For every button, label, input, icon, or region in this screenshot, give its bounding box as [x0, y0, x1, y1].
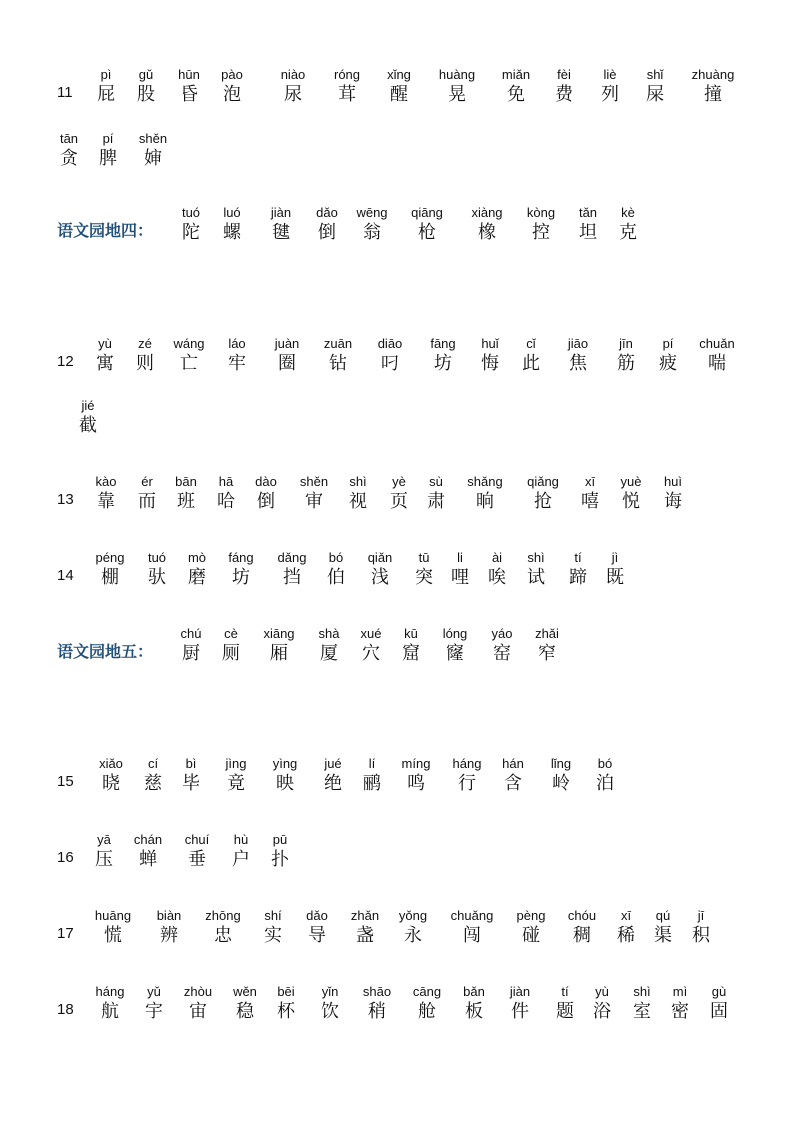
hanzi: 盏 [356, 925, 374, 946]
hanzi: 亡 [180, 353, 198, 374]
pinyin: jié [81, 398, 95, 413]
pinyin: shí [264, 908, 282, 923]
lesson-number: 11 [57, 84, 73, 101]
pinyin: zé [138, 336, 152, 351]
hanzi: 鸣 [407, 773, 425, 794]
hanzi: 贪 [60, 148, 78, 169]
hanzi: 昏 [180, 84, 198, 105]
pinyin: hù [233, 832, 249, 847]
pinyin: jué [324, 756, 342, 771]
hanzi: 免 [507, 84, 525, 105]
hanzi: 棚 [101, 567, 119, 588]
hanzi: 费 [555, 84, 573, 105]
pinyin: dǎng [277, 550, 307, 565]
pinyin: shì [349, 474, 367, 489]
word-cell [575, 755, 635, 795]
pinyin: háng [95, 984, 125, 999]
lesson-row [0, 755, 794, 799]
pinyin: wēng [356, 205, 388, 220]
lesson-number: 13 [57, 491, 74, 508]
pinyin: yǔ [147, 984, 161, 999]
pinyin: ér [141, 474, 153, 489]
hanzi: 悦 [622, 491, 640, 512]
pinyin: fèi [557, 67, 571, 82]
word-cell [427, 66, 487, 106]
hanzi: 扑 [271, 849, 289, 870]
hanzi: 嘻 [581, 491, 599, 512]
pinyin: shāo [362, 984, 392, 999]
hanzi: 列 [601, 84, 619, 105]
word-cell [585, 549, 645, 589]
hanzi: 翁 [363, 222, 381, 243]
hanzi: 户 [232, 849, 250, 870]
pinyin: kòng [526, 205, 556, 220]
word-cell [683, 66, 743, 106]
hanzi: 圈 [278, 353, 296, 374]
hanzi: 页 [390, 491, 408, 512]
hanzi: 班 [177, 491, 195, 512]
hanzi: 稍 [368, 1001, 386, 1022]
pinyin: li [457, 550, 463, 565]
section-heading: 语文园地四： [57, 221, 154, 240]
pinyin: shěn [138, 131, 168, 146]
pinyin: lóng [442, 626, 468, 641]
pinyin: qiāng [411, 205, 443, 220]
hanzi: 厦 [320, 643, 338, 664]
hanzi: 浅 [371, 567, 389, 588]
hanzi: 牢 [228, 353, 246, 374]
section-heading: 语文园地五： [57, 642, 154, 661]
hanzi: 密 [671, 1001, 689, 1022]
hanzi: 坦 [579, 222, 597, 243]
hanzi: 闯 [463, 925, 481, 946]
hanzi: 茸 [338, 84, 356, 105]
hanzi: 坊 [232, 567, 250, 588]
pinyin: tí [574, 550, 582, 565]
hanzi: 既 [606, 567, 624, 588]
lesson-row [0, 983, 794, 1027]
hanzi: 克 [619, 222, 637, 243]
hanzi: 晃 [448, 84, 466, 105]
hanzi: 截 [79, 415, 97, 436]
word-cell [687, 335, 747, 375]
hanzi: 鹂 [363, 773, 381, 794]
pinyin: hán [502, 756, 524, 771]
hanzi: 稀 [617, 925, 635, 946]
hanzi: 悔 [481, 353, 499, 374]
pinyin: tū [418, 550, 430, 565]
pinyin: tuó [147, 550, 167, 565]
hanzi: 晌 [476, 491, 494, 512]
pinyin: pì [100, 67, 112, 82]
hanzi: 陀 [182, 222, 200, 243]
pinyin: xī [620, 908, 632, 923]
pinyin: yáo [491, 626, 513, 641]
word-cell [369, 66, 429, 106]
lesson-number: 15 [57, 773, 74, 790]
pinyin: yuè [620, 474, 642, 489]
hanzi: 股 [137, 84, 155, 105]
word-cell [139, 907, 199, 947]
pinyin: pèng [516, 908, 546, 923]
hanzi: 窄 [538, 643, 556, 664]
hanzi: 实 [264, 925, 282, 946]
pinyin: ài [491, 550, 503, 565]
hanzi: 厢 [270, 643, 288, 664]
hanzi: 突 [415, 567, 433, 588]
pinyin: míng [401, 756, 431, 771]
pinyin: pào [221, 67, 243, 82]
hanzi: 慈 [144, 773, 162, 794]
pinyin: fáng [228, 550, 254, 565]
hanzi: 屁 [97, 84, 115, 105]
pinyin: luó [223, 205, 241, 220]
lesson-number: 12 [57, 353, 74, 370]
word-cell [517, 625, 577, 665]
pinyin: huì [663, 474, 683, 489]
pinyin: yǒng [398, 908, 428, 923]
hanzi: 挡 [283, 567, 301, 588]
pinyin: jī [697, 908, 705, 923]
pinyin: chán [133, 832, 163, 847]
pinyin: zhòu [183, 984, 213, 999]
hanzi: 屎 [646, 84, 664, 105]
pinyin: cāng [412, 984, 442, 999]
hanzi: 毽 [272, 222, 290, 243]
pinyin: gù [711, 984, 727, 999]
hanzi: 稠 [573, 925, 591, 946]
pinyin: bì [185, 756, 197, 771]
lesson-row [0, 831, 794, 875]
pinyin: qiǎng [527, 474, 559, 489]
hanzi: 哩 [451, 567, 469, 588]
hanzi: 浴 [593, 1001, 611, 1022]
hanzi: 窑 [493, 643, 511, 664]
pinyin: láo [228, 336, 246, 351]
hanzi: 喘 [708, 353, 726, 374]
hanzi: 哈 [217, 491, 235, 512]
pinyin: diāo [377, 336, 403, 351]
hanzi: 叼 [381, 353, 399, 374]
hanzi: 稳 [236, 1001, 254, 1022]
pinyin: tí [561, 984, 569, 999]
pinyin: lí [368, 756, 376, 771]
hanzi: 焦 [569, 353, 587, 374]
pinyin: chóu [567, 908, 597, 923]
hanzi: 枪 [418, 222, 436, 243]
hanzi: 厕 [222, 643, 240, 664]
pinyin: kào [95, 474, 117, 489]
hanzi: 则 [136, 353, 154, 374]
pinyin: chuǎng [450, 908, 494, 923]
pinyin: róng [333, 67, 361, 82]
pinyin: cí [147, 756, 159, 771]
pinyin: zuān [323, 336, 353, 351]
pinyin: tuó [181, 205, 201, 220]
hanzi: 板 [465, 1001, 483, 1022]
word-cell [689, 983, 749, 1023]
hanzi: 竟 [227, 773, 245, 794]
hanzi: 视 [349, 491, 367, 512]
pinyin: kū [404, 626, 418, 641]
hanzi: 尿 [284, 84, 302, 105]
word-cell [308, 335, 368, 375]
hanzi: 碰 [522, 925, 540, 946]
hanzi: 钻 [329, 353, 347, 374]
word-cell [263, 66, 323, 106]
hanzi: 试 [527, 567, 545, 588]
pinyin: xǐng [387, 67, 411, 82]
pinyin: mì [672, 984, 688, 999]
hanzi: 件 [511, 1001, 529, 1022]
section-row [0, 625, 794, 669]
pinyin: zhǎn [350, 908, 380, 923]
pinyin: xiǎo [99, 756, 123, 771]
hanzi: 岭 [552, 773, 570, 794]
pinyin: jìng [225, 756, 247, 771]
lesson-row [0, 335, 794, 379]
pinyin: wěn [233, 984, 257, 999]
pinyin: wáng [173, 336, 205, 351]
pinyin: lǐng [550, 756, 572, 771]
pinyin: chú [180, 626, 202, 641]
pinyin: pū [272, 832, 288, 847]
word-cell [360, 335, 420, 375]
word-cell [383, 907, 443, 947]
hanzi: 倒 [318, 222, 336, 243]
lesson-row [0, 66, 794, 110]
pinyin: jì [611, 550, 619, 565]
pinyin: yǐn [321, 984, 339, 999]
pinyin: sù [429, 474, 443, 489]
pinyin: zhōng [205, 908, 241, 923]
pinyin: yā [97, 832, 111, 847]
hanzi: 毕 [182, 773, 200, 794]
pinyin: shà [318, 626, 340, 641]
pinyin: yìng [272, 756, 298, 771]
pinyin: cè [224, 626, 238, 641]
hanzi: 蝉 [139, 849, 157, 870]
hanzi: 饮 [321, 1001, 339, 1022]
pinyin: jiāo [567, 336, 589, 351]
pinyin: shǎng [467, 474, 503, 489]
hanzi: 撞 [704, 84, 722, 105]
word-cell [598, 204, 658, 244]
pinyin: péng [95, 550, 125, 565]
pinyin: háng [452, 756, 482, 771]
hanzi: 醒 [390, 84, 408, 105]
pinyin: dǎo [306, 908, 328, 923]
hanzi: 杯 [277, 1001, 295, 1022]
pinyin: dǎo [316, 205, 338, 220]
hanzi: 筋 [617, 353, 635, 374]
pinyin: xué [360, 626, 382, 641]
hanzi: 绝 [324, 773, 342, 794]
pinyin: yè [392, 474, 406, 489]
hanzi: 慌 [104, 925, 122, 946]
pinyin: pí [102, 131, 114, 146]
word-cell [202, 66, 262, 106]
hanzi: 诲 [664, 491, 682, 512]
pinyin: miǎn [501, 67, 531, 82]
pinyin: bó [328, 550, 344, 565]
pinyin: xī [584, 474, 596, 489]
pinyin: chuǎn [699, 336, 735, 351]
word-cell [643, 473, 703, 513]
hanzi: 窟 [402, 643, 420, 664]
pinyin: gǔ [138, 67, 154, 82]
hanzi: 靠 [97, 491, 115, 512]
hanzi: 驮 [148, 567, 166, 588]
pinyin: jīn [619, 336, 633, 351]
hanzi: 厨 [182, 643, 200, 664]
hanzi: 行 [458, 773, 476, 794]
hanzi: 导 [308, 925, 326, 946]
pinyin: hūn [178, 67, 200, 82]
pinyin: cǐ [526, 336, 536, 351]
hanzi: 婶 [144, 148, 162, 169]
word-cell [250, 831, 310, 871]
pinyin: chuí [184, 832, 210, 847]
pinyin: zhǎi [535, 626, 559, 641]
hanzi: 蹄 [569, 567, 587, 588]
hanzi: 题 [556, 1001, 574, 1022]
pinyin: biàn [156, 908, 182, 923]
word-cell [671, 907, 731, 947]
section-row [0, 204, 794, 248]
pinyin: qú [655, 908, 671, 923]
lesson-row [0, 473, 794, 517]
pinyin: bēi [277, 984, 295, 999]
pinyin: hā [218, 474, 234, 489]
pinyin: shì [527, 550, 545, 565]
pinyin: shěn [299, 474, 329, 489]
pinyin: shǐ [646, 67, 664, 82]
pinyin: jiàn [270, 205, 292, 220]
hanzi: 固 [710, 1001, 728, 1022]
word-cell [625, 66, 685, 106]
hanzi: 控 [532, 222, 550, 243]
pinyin: huǐ [481, 336, 499, 351]
hanzi: 寓 [96, 353, 114, 374]
lesson-row [0, 549, 794, 593]
pinyin: huāng [94, 908, 132, 923]
pinyin: niào [280, 67, 306, 82]
hanzi: 倒 [257, 491, 275, 512]
hanzi: 窿 [446, 643, 464, 664]
hanzi: 疲 [659, 353, 677, 374]
hanzi: 脾 [99, 148, 117, 169]
pinyin: pí [662, 336, 674, 351]
pinyin: tǎn [578, 205, 598, 220]
lesson-number: 14 [57, 567, 74, 584]
hanzi: 宙 [189, 1001, 207, 1022]
pinyin: xiāng [263, 626, 295, 641]
pinyin: bǎn [463, 984, 485, 999]
pinyin: bān [175, 474, 197, 489]
hanzi: 穴 [362, 643, 380, 664]
pinyin: dào [255, 474, 277, 489]
word-cell [123, 130, 183, 170]
pinyin: liè [603, 67, 617, 82]
word-cell [455, 473, 515, 513]
hanzi: 映 [276, 773, 294, 794]
pinyin: zhuàng [691, 67, 735, 82]
hanzi: 伯 [327, 567, 345, 588]
hanzi: 压 [95, 849, 113, 870]
lesson-number: 17 [57, 925, 74, 942]
word-cell [457, 204, 517, 244]
lesson-number: 16 [57, 849, 74, 866]
hanzi: 抢 [534, 491, 552, 512]
hanzi: 室 [633, 1001, 651, 1022]
pinyin: juàn [274, 336, 300, 351]
pinyin: yù [595, 984, 609, 999]
hanzi: 唉 [488, 567, 506, 588]
hanzi: 肃 [427, 491, 445, 512]
hanzi: 渠 [654, 925, 672, 946]
word-cell [342, 204, 402, 244]
hanzi: 坊 [434, 353, 452, 374]
word-cell [317, 66, 377, 106]
pinyin: tān [59, 131, 79, 146]
hanzi: 航 [101, 1001, 119, 1022]
lesson-row [0, 397, 794, 441]
hanzi: 而 [138, 491, 156, 512]
pinyin: qiǎn [367, 550, 393, 565]
hanzi: 舱 [418, 1001, 436, 1022]
hanzi: 永 [404, 925, 422, 946]
pinyin: xiàng [471, 205, 503, 220]
pinyin: mò [187, 550, 207, 565]
pinyin: jiàn [509, 984, 531, 999]
hanzi: 审 [305, 491, 323, 512]
lesson-row [0, 130, 794, 174]
pinyin: huàng [438, 67, 476, 82]
hanzi: 积 [692, 925, 710, 946]
hanzi: 泡 [223, 84, 241, 105]
word-cell [397, 204, 457, 244]
pinyin: shì [633, 984, 651, 999]
pinyin: bó [597, 756, 613, 771]
hanzi: 垂 [188, 849, 206, 870]
word-cell [83, 907, 143, 947]
pinyin: yù [98, 336, 112, 351]
pinyin: kè [621, 205, 635, 220]
hanzi: 螺 [223, 222, 241, 243]
hanzi: 磨 [188, 567, 206, 588]
pinyin: fāng [430, 336, 456, 351]
word-cell [58, 397, 118, 437]
hanzi: 橡 [478, 222, 496, 243]
hanzi: 晓 [102, 773, 120, 794]
hanzi: 此 [522, 353, 540, 374]
lesson-number: 18 [57, 1001, 74, 1018]
hanzi: 忠 [214, 925, 232, 946]
lesson-row [0, 907, 794, 951]
hanzi: 宇 [145, 1001, 163, 1022]
hanzi: 含 [504, 773, 522, 794]
hanzi: 辨 [160, 925, 178, 946]
word-cell [442, 907, 502, 947]
hanzi: 泊 [596, 773, 614, 794]
